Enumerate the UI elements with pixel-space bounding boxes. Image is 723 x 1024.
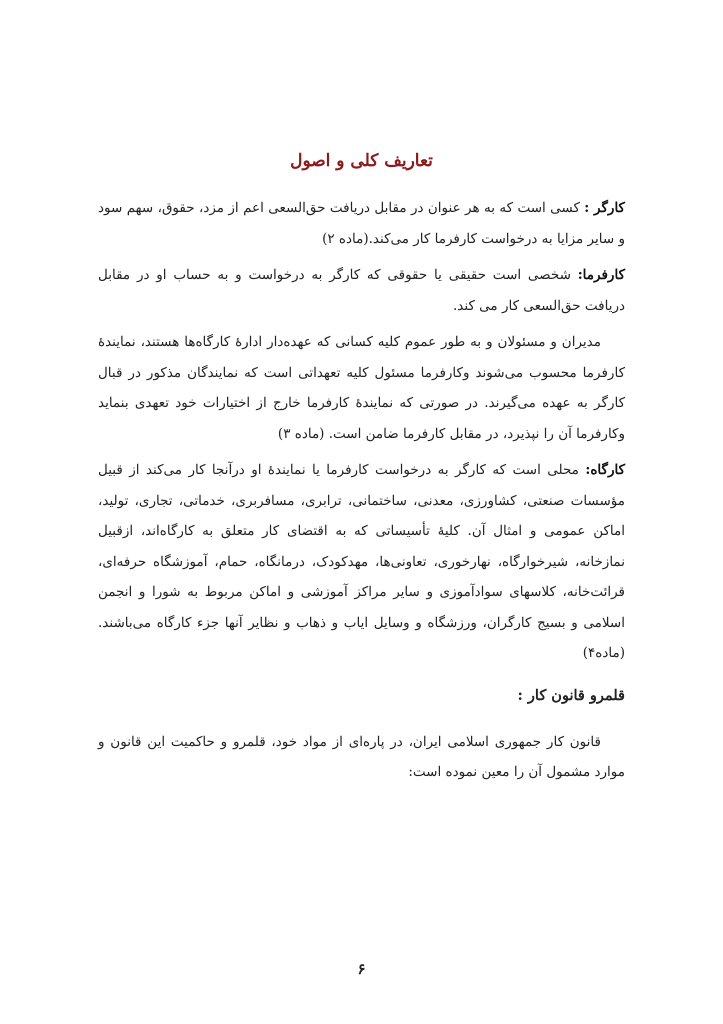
document-body <box>98 193 625 788</box>
term-worker: کارگر : <box>584 200 625 216</box>
definition-workplace <box>98 455 625 669</box>
definition-worker-text: کسی است که به هر عنوان در مقابل دریافت حق‌السعی اعم از مزد، حقوق، سهم سود و سایر مزایا به درخواست کارفرما کار می‌کند.(ماده ۲) <box>98 200 625 247</box>
definition-workplace-text: محلی است که کارگر به درخواست کارفرما یا نمایندهٔ او درآنجا کار می‌کند از قبیل مؤسسات صنعتی، کشاورزی، معدنی، ساختمانی، ترابری، مسافربری، خدماتی، تجاری، تولید، اماکن عمومی و امثال آن. کلیهٔ تأسیساتی که به اقتضای کار متعلق به کارگاه‌اند، ازقبیل نمازخانه، شیرخوارگاه، نهارخوری، تعاونی‌ها، مهدکودک، درمانگاه، حمام، آموزشگاه حرفه‌ای، قرائت‌خانه، کلاسهای سوادآموزی و سایر مراکز آموزشی و اماکن مربوط به شورا و انجمن اسلامی و بسیج کارگران، ورزشگاه و وسایل ایاب و ذهاب و نظایر آنها جزء کارگاه می‌باشند.(ماده۴) <box>98 462 625 661</box>
scope-paragraph: قانون کار جمهوری اسلامی ایران، در پاره‌ای از مواد خود، قلمرو و حاکمیت این قانون و موارد مشمول آن را معین نموده است: <box>98 733 625 780</box>
page-number: ۶ <box>357 960 366 978</box>
page-title: تعاریف کلی و اصول <box>290 151 433 171</box>
definition-worker <box>98 193 625 254</box>
section-heading-scope: قلمرو قانون کار : <box>517 686 625 704</box>
managers-paragraph: مدیران و مسئولان و به طور عموم کلیه کسانی که عهده‌دار ادارهٔ کارگاه‌ها هستند، نمایندهٔ کارفرما محسوب می‌شوند وکارفرما مسئول کلیه تعهداتی است که نمایندگان مذکور در قبال کارگر به عهده می‌گیرند. در صورتی که نمایندهٔ کارفرما خارج از اختیارات خود تعهدی بنماید وکارفرما آن را نپذیرد، در مقابل کارفرما ضامن است. (ماده ۳) <box>98 334 625 442</box>
definition-employer-text: شخصی است حقیقی یا حقوقی که کارگر به درخواست و به حساب او در مقابل دریافت حق‌السعی کار می کند. <box>98 267 625 314</box>
term-employer: کارفرما: <box>577 267 625 283</box>
definition-employer <box>98 260 625 321</box>
term-workplace: کارگاه: <box>585 462 625 478</box>
